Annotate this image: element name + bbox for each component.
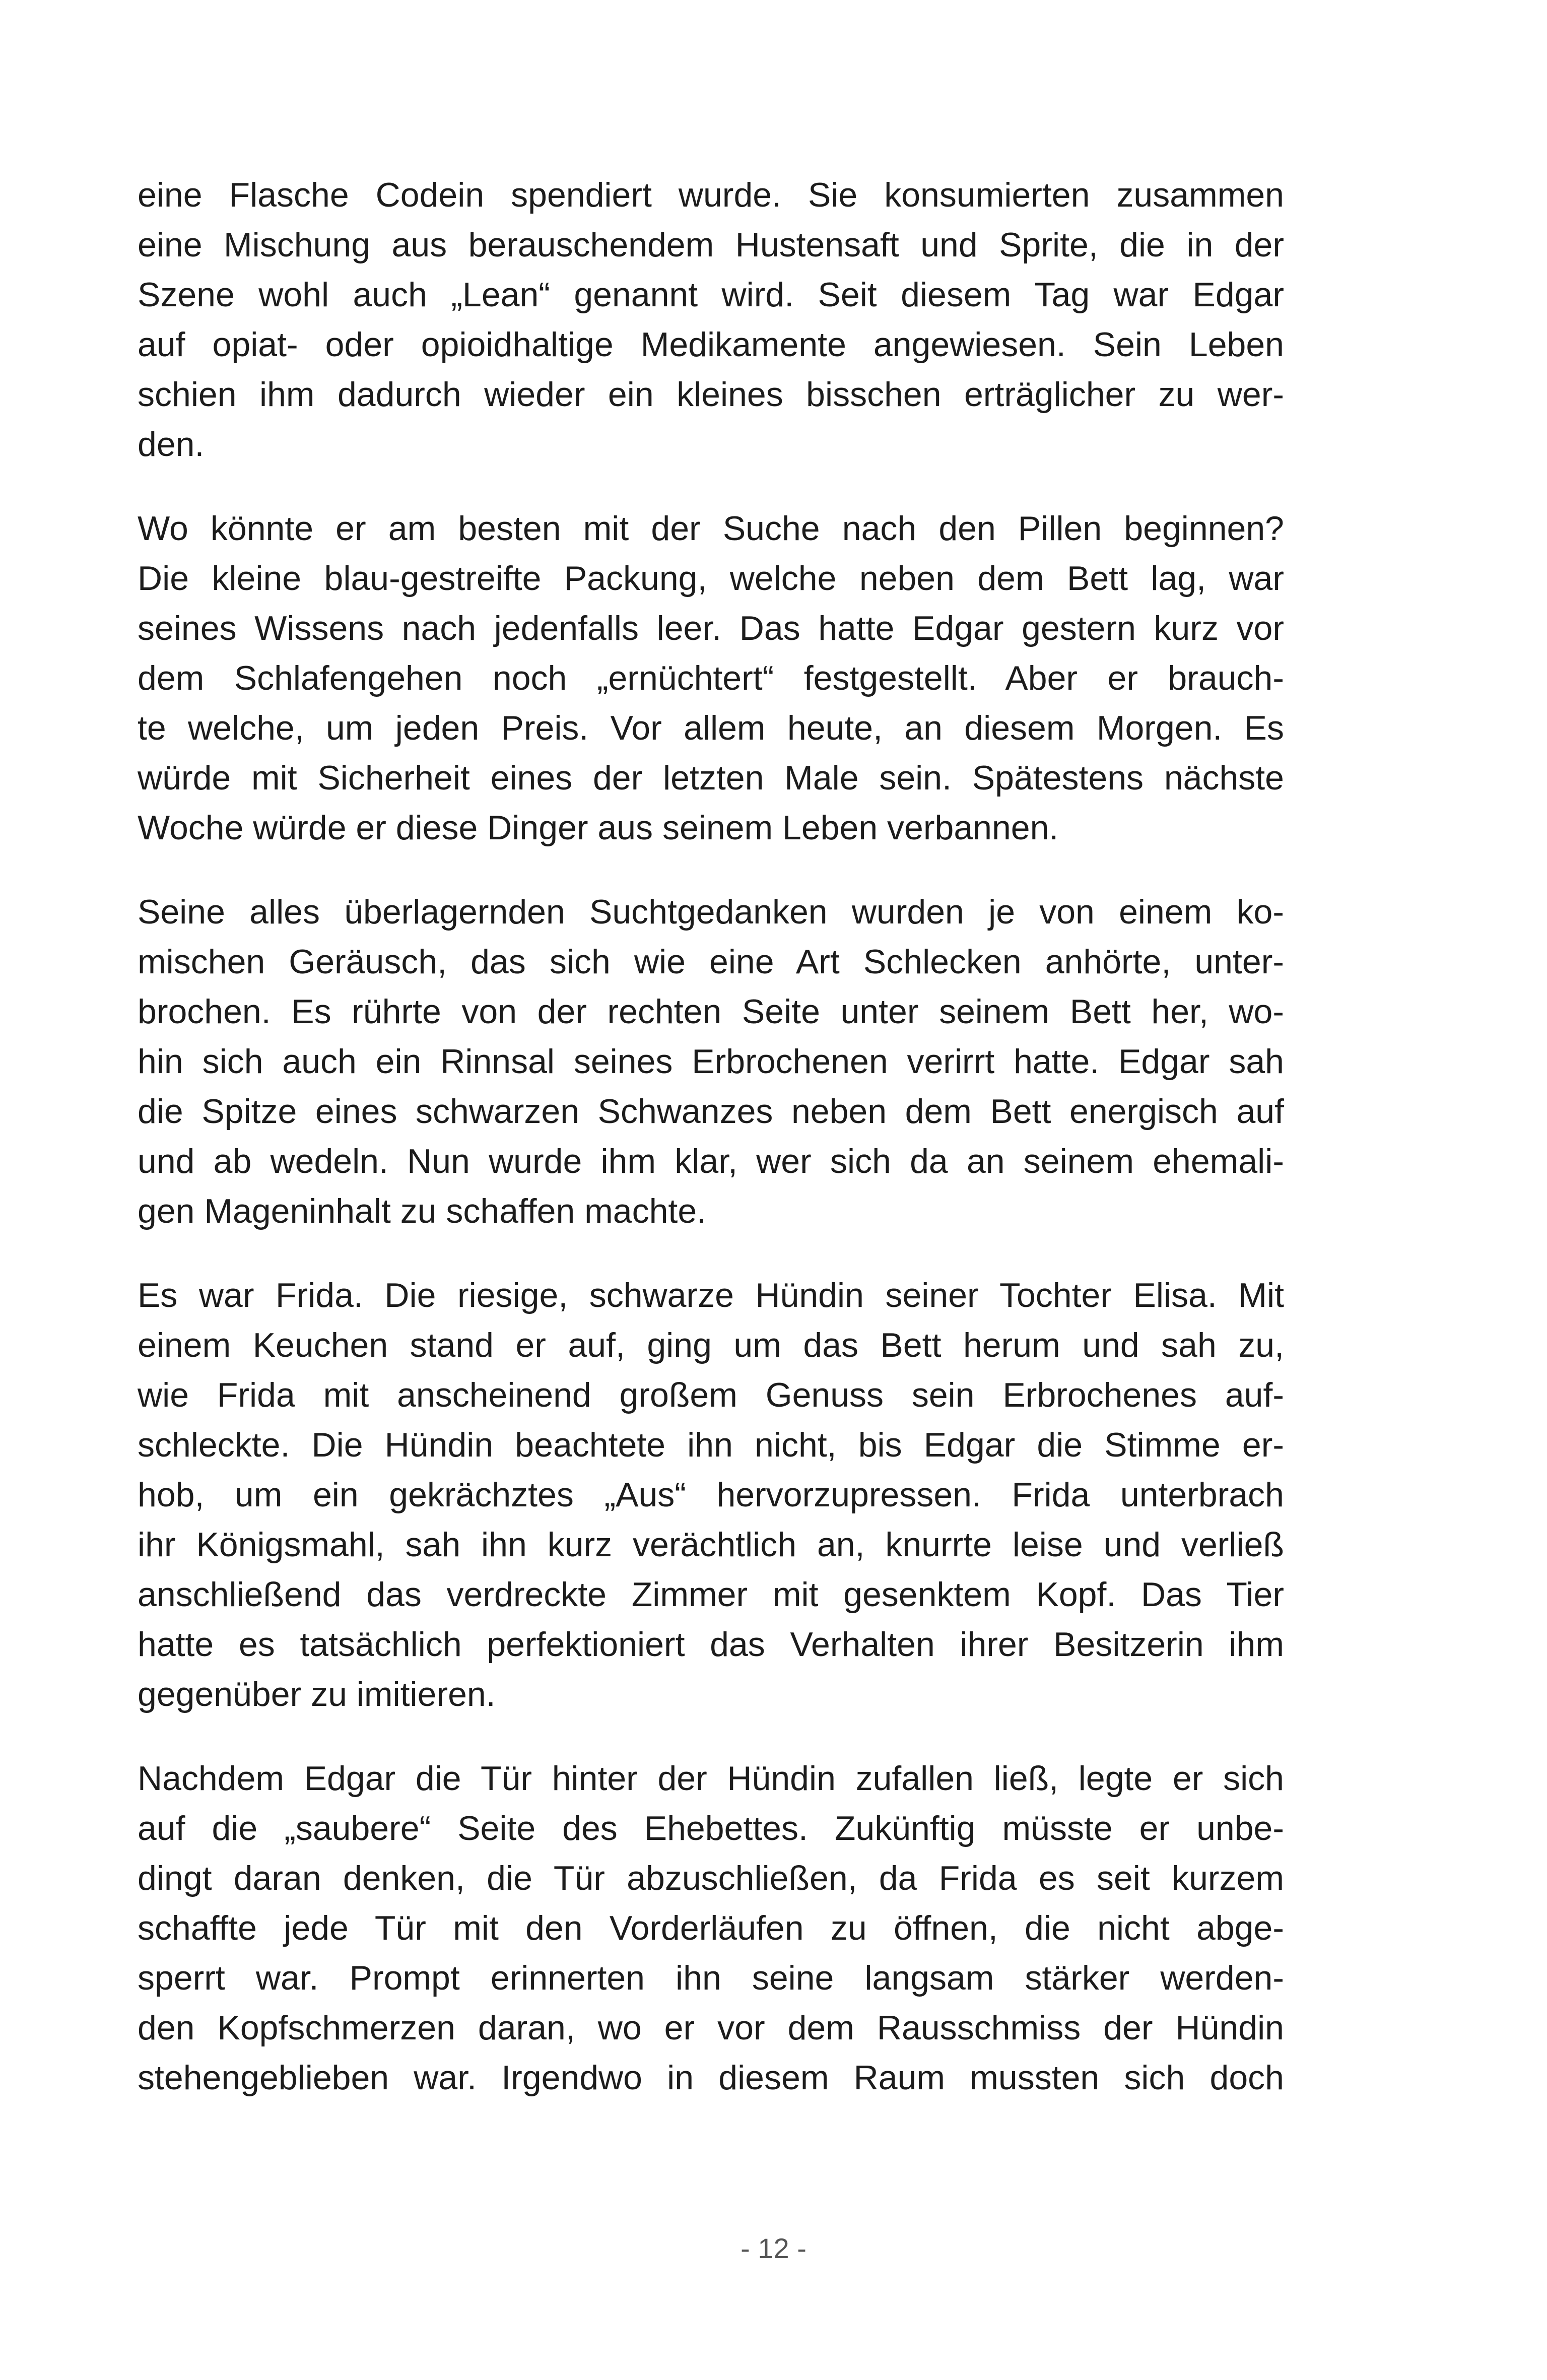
text-line: anschließend das verdreckte Zimmer mit gesenktem Kopf. Das Tier	[138, 1575, 1284, 1614]
text-line: Szene wohl auch „Lean“ genannt wird. Seit diesem Tag war Edgar	[138, 276, 1284, 314]
text-line: seines Wissens nach jedenfalls leer. Das hatte Edgar gestern kurz vor	[138, 609, 1284, 647]
text-line: hatte es tatsächlich perfektioniert das Verhalten ihrer Besitzerin ihm	[138, 1625, 1284, 1664]
text-line: eine Mischung aus berauschendem Hustensaft und Sprite, die in der	[138, 226, 1284, 264]
text-line: gegenüber zu imitieren.	[138, 1675, 496, 1713]
text-line: einem Keuchen stand er auf, ging um das Bett herum und sah zu,	[138, 1326, 1284, 1364]
text-line: Die kleine blau-gestreifte Packung, welche neben dem Bett lag, war	[138, 559, 1284, 598]
text-line: te welche, um jeden Preis. Vor allem heute, an diesem Morgen. Es	[138, 709, 1284, 747]
text-line: hin sich auch ein Rinnsal seines Erbrochenen verirrt hatte. Edgar sah	[138, 1042, 1284, 1081]
text-line: Es war Frida. Die riesige, schwarze Hündin seiner Tochter Elisa. Mit	[138, 1276, 1284, 1314]
text-line: gen Mageninhalt zu schaffen machte.	[138, 1192, 707, 1230]
text-line: ihr Königsmahl, sah ihn kurz verächtlich an, knurrte leise und verließ	[138, 1526, 1284, 1564]
paragraph	[138, 504, 1284, 853]
text-line: Nachdem Edgar die Tür hinter der Hündin zufallen ließ, legte er sich	[138, 1759, 1284, 1798]
text-line: dem Schlafengehen noch „ernüchtert“ festgestellt. Aber er brauch-	[138, 659, 1284, 697]
text-line: hob, um ein gekrächztes „Aus“ hervorzupressen. Frida unterbrach	[138, 1476, 1284, 1514]
text-line: stehengeblieben war. Irgendwo in diesem Raum mussten sich doch	[138, 2059, 1284, 2097]
text-line: den.	[138, 425, 205, 464]
text-line: brochen. Es rührte von der rechten Seite unter seinem Bett her, wo-	[138, 993, 1284, 1031]
text-line: würde mit Sicherheit eines der letzten Male sein. Spätestens nächste	[138, 759, 1284, 797]
text-line: auf die „saubere“ Seite des Ehebettes. Zukünftig müsste er unbe-	[138, 1809, 1284, 1847]
paragraph	[138, 1271, 1284, 1720]
text-line: wie Frida mit anscheinend großem Genuss sein Erbrochenes auf-	[138, 1376, 1284, 1414]
text-line: eine Flasche Codein spendiert wurde. Sie konsumierten zusammen	[138, 176, 1284, 214]
text-line: Seine alles überlagernden Suchtgedanken wurden je von einem ko-	[138, 893, 1284, 931]
text-line: schaffte jede Tür mit den Vorderläufen zu öffnen, die nicht abge-	[138, 1909, 1284, 1947]
text-line: schleckte. Die Hündin beachtete ihn nicht, bis Edgar die Stimme er-	[138, 1426, 1284, 1464]
text-line: dingt daran denken, die Tür abzuschließen, da Frida es seit kurzem	[138, 1859, 1284, 1897]
text-line: schien ihm dadurch wieder ein kleines bisschen erträglicher zu wer-	[138, 375, 1284, 414]
body-text	[138, 170, 1284, 2137]
text-line: mischen Geräusch, das sich wie eine Art Schlecken anhörte, unter-	[138, 943, 1284, 981]
text-line: und ab wedeln. Nun wurde ihm klar, wer sich da an seinem ehemali-	[138, 1142, 1284, 1180]
text-line: auf opiat- oder opioidhaltige Medikamente angewiesen. Sein Leben	[138, 325, 1284, 364]
paragraph	[138, 170, 1284, 470]
text-line: den Kopfschmerzen daran, wo er vor dem Rausschmiss der Hündin	[138, 2009, 1284, 2047]
text-line: Wo könnte er am besten mit der Suche nach den Pillen beginnen?	[138, 509, 1284, 548]
text-line: die Spitze eines schwarzen Schwanzes neben dem Bett energisch auf	[138, 1092, 1284, 1131]
text-line: Woche würde er diese Dinger aus seinem Leben verbannen.	[138, 809, 1059, 847]
text-line: sperrt war. Prompt erinnerten ihn seine langsam stärker werden-	[138, 1959, 1284, 1997]
page-number: - 12 -	[741, 2232, 806, 2264]
paragraph	[138, 887, 1284, 1236]
paragraph	[138, 1754, 1284, 2103]
